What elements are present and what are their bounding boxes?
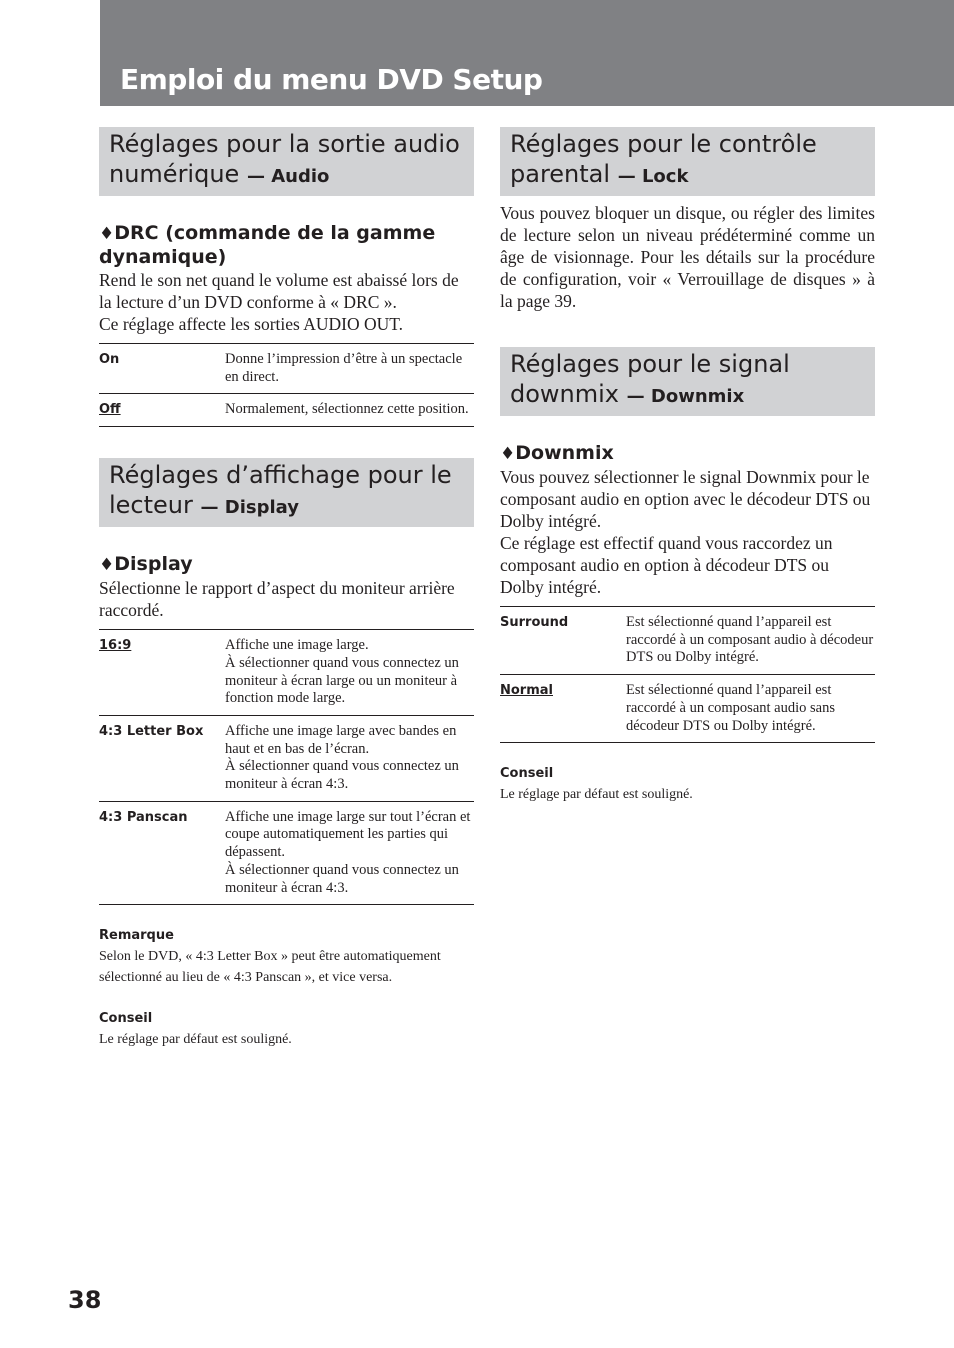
tip-text: Le réglage par défaut est souligné. [99, 1032, 292, 1048]
option-desc: Est sélectionné quand l’appareil est raccordé à un composant audio à décodeur DTS ou Dolby intégré. [626, 607, 875, 675]
option-key-default: Off [99, 394, 225, 427]
diamond-icon: ♦ [99, 224, 115, 244]
page-title: Emploi du menu DVD Setup [120, 63, 543, 96]
option-key: On [99, 344, 225, 394]
table-row [99, 630, 474, 716]
right-column [500, 127, 875, 806]
drc-options-table [99, 343, 474, 427]
option-key-default: Normal [500, 675, 626, 743]
display-title [99, 553, 474, 577]
option-desc: Affiche une image large avec bandes en haut et en bas de l’écran. À sélectionner quand vous connectez un moniteur à écran 4:3. [225, 715, 474, 801]
table-row [99, 801, 474, 905]
table-row [99, 715, 474, 801]
option-key: 4:3 Letter Box [99, 715, 225, 801]
option-desc: Normalement, sélectionnez cette position. [225, 394, 474, 427]
drc-description-2: Ce réglage affecte les sorties AUDIO OUT. [99, 314, 404, 334]
downmix-title [500, 442, 875, 466]
display-description: Sélectionne le rapport d’aspect du moniteur arrière raccordé. [99, 578, 455, 621]
remark-title: Remarque [99, 928, 174, 944]
drc-description: Rend le son net quand le volume est abaissé lors de la lecture d’un DVD conforme à « DRC ». [99, 270, 459, 312]
downmix-section-heading [500, 347, 875, 416]
page-number: 38 [68, 1286, 102, 1314]
header-banner [100, 0, 954, 106]
display-heading-suffix: — Display [200, 497, 300, 519]
option-desc: Affiche une image large sur tout l’écran et coupe automatiquement les parties qui dépassent. À sélectionner quand vous connectez un moniteur à écran 4:3. [225, 801, 474, 905]
diamond-icon: ♦ [500, 444, 516, 464]
downmix-heading-suffix: — Downmix [626, 386, 745, 407]
option-desc: Donne l’impression d’être à un spectacle en direct. [225, 344, 474, 394]
lock-description: Vous pouvez bloquer un disque, ou régler des limites de lecture selon un niveau prédéterminé comme un âge de visionnage. Pour les détails sur la procédure de configuration, voir « Verrouillage de disques » à la page 39. [500, 203, 875, 311]
table-row [500, 675, 875, 743]
lock-heading-text: Réglages pour le contrôle parental [510, 130, 817, 188]
left-column [99, 127, 474, 1051]
lock-section-heading [500, 127, 875, 196]
downmix-options-table [500, 606, 875, 743]
display-heading-text: Réglages d’affichage pour le lecteur [109, 461, 452, 520]
remark-text: Selon le DVD, « 4:3 Letter Box » peut être automatiquement sélectionné au lieu de « 4:3 Panscan », et vice versa. [99, 949, 441, 985]
drc-title [99, 222, 474, 269]
option-desc: Affiche une image large. À sélectionner quand vous connectez un moniteur à écran large ou un moniteur à fonction mode large. [225, 630, 474, 716]
tip-title: Conseil [500, 766, 554, 782]
tip-text: Le réglage par défaut est souligné. [500, 787, 693, 803]
option-key: 4:3 Panscan [99, 801, 225, 905]
drc-title-text: DRC (commande de la gamme dynamique) [99, 222, 436, 268]
display-title-text: Display [114, 553, 193, 576]
downmix-heading-text: Réglages pour le signal downmix [510, 350, 790, 408]
downmix-description: Vous pouvez sélectionner le signal Downmix pour le composant audio en option avec le décodeur DTS ou Dolby intégré. [500, 467, 871, 531]
option-key: Surround [500, 607, 626, 675]
audio-section-heading [99, 127, 474, 196]
audio-heading-text: Réglages pour la sortie audio numérique [109, 130, 460, 188]
downmix-title-text: Downmix [515, 442, 614, 464]
display-section-heading [99, 458, 474, 527]
option-key-default: 16:9 [99, 630, 225, 716]
audio-heading-suffix: — Audio [246, 166, 330, 187]
table-row [99, 344, 474, 394]
diamond-icon: ♦ [99, 555, 115, 576]
display-options-table [99, 629, 474, 905]
lock-heading-suffix: — Lock [617, 166, 689, 187]
table-row [500, 607, 875, 675]
option-desc: Est sélectionné quand l’appareil est raccordé à un composant audio sans décodeur DTS ou Dolby intégré. [626, 675, 875, 743]
table-row [99, 394, 474, 427]
downmix-description-2: Ce réglage est effectif quand vous raccordez un composant audio en option à décodeur DTS ou Dolby intégré. [500, 533, 833, 597]
tip-title: Conseil [99, 1011, 153, 1027]
